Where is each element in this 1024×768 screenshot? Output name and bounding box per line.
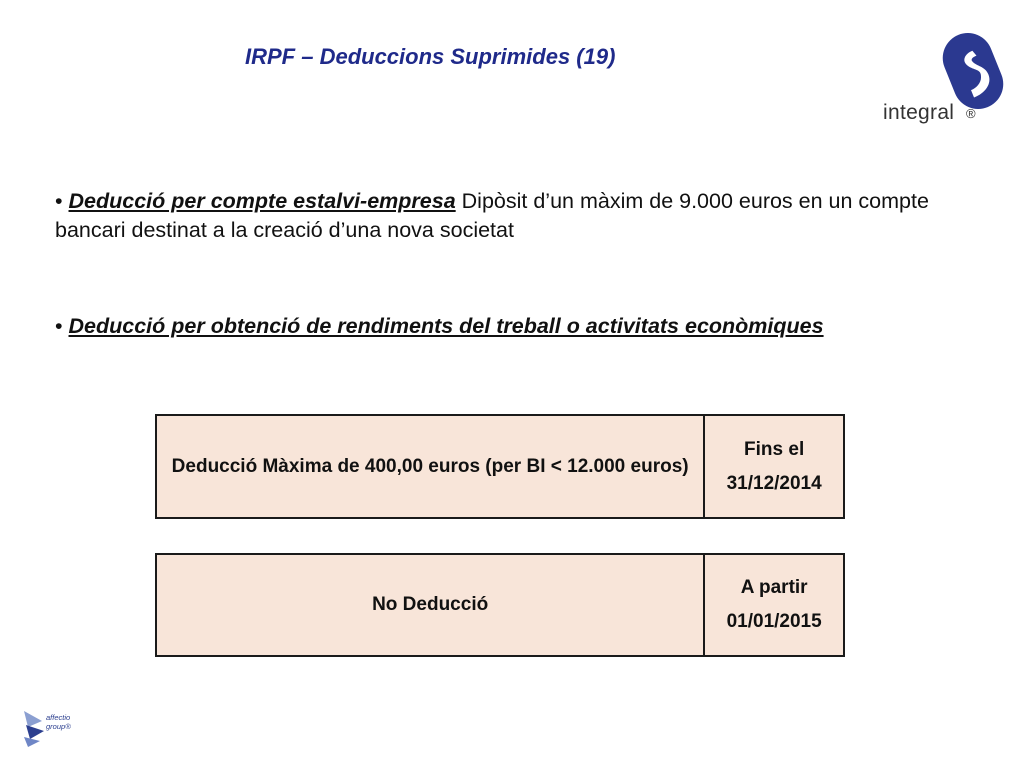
table-row: [156, 415, 844, 518]
bullet-rendiments-treball: [55, 312, 980, 341]
deduction-period-cell: A partir 01/01/2015: [704, 554, 844, 656]
bullet-marker: •: [55, 314, 63, 338]
affectio-group-logo: [20, 707, 90, 749]
registered-mark: ®: [966, 106, 976, 121]
integral-logo-wordmark: integral: [883, 101, 955, 124]
deduction-table-until-2014: [155, 414, 845, 519]
affectio-swirl-icon: [20, 707, 46, 749]
integral-logo: [880, 26, 1010, 131]
bullet-text: Dipòsit d’un màxim de 9.000 euros en un compte bancari destinat a la creació d’una nova societat: [55, 189, 929, 242]
table-row: [156, 554, 844, 656]
bullet-term: Deducció per obtenció de rendiments del treball o activitats econòmiques: [68, 314, 824, 338]
affectio-line1: affectio: [46, 713, 71, 722]
deduction-period-cell: Fins el 31/12/2014: [704, 415, 844, 518]
deduction-table-from-2015: [155, 553, 845, 657]
slide-title: IRPF – Deduccions Suprimides (19): [245, 44, 616, 69]
deduction-description-cell: Deducció Màxima de 400,00 euros (per BI < 12.000 euros): [156, 415, 704, 518]
bullet-marker: •: [55, 189, 63, 213]
deduction-description-cell: No Deducció: [156, 554, 704, 656]
bullet-term: Deducció per compte estalvi-empresa: [68, 189, 456, 213]
bullet-compte-estalvi: [55, 187, 980, 245]
affectio-line2: group®: [46, 722, 71, 731]
affectio-wordmark: [46, 713, 71, 731]
